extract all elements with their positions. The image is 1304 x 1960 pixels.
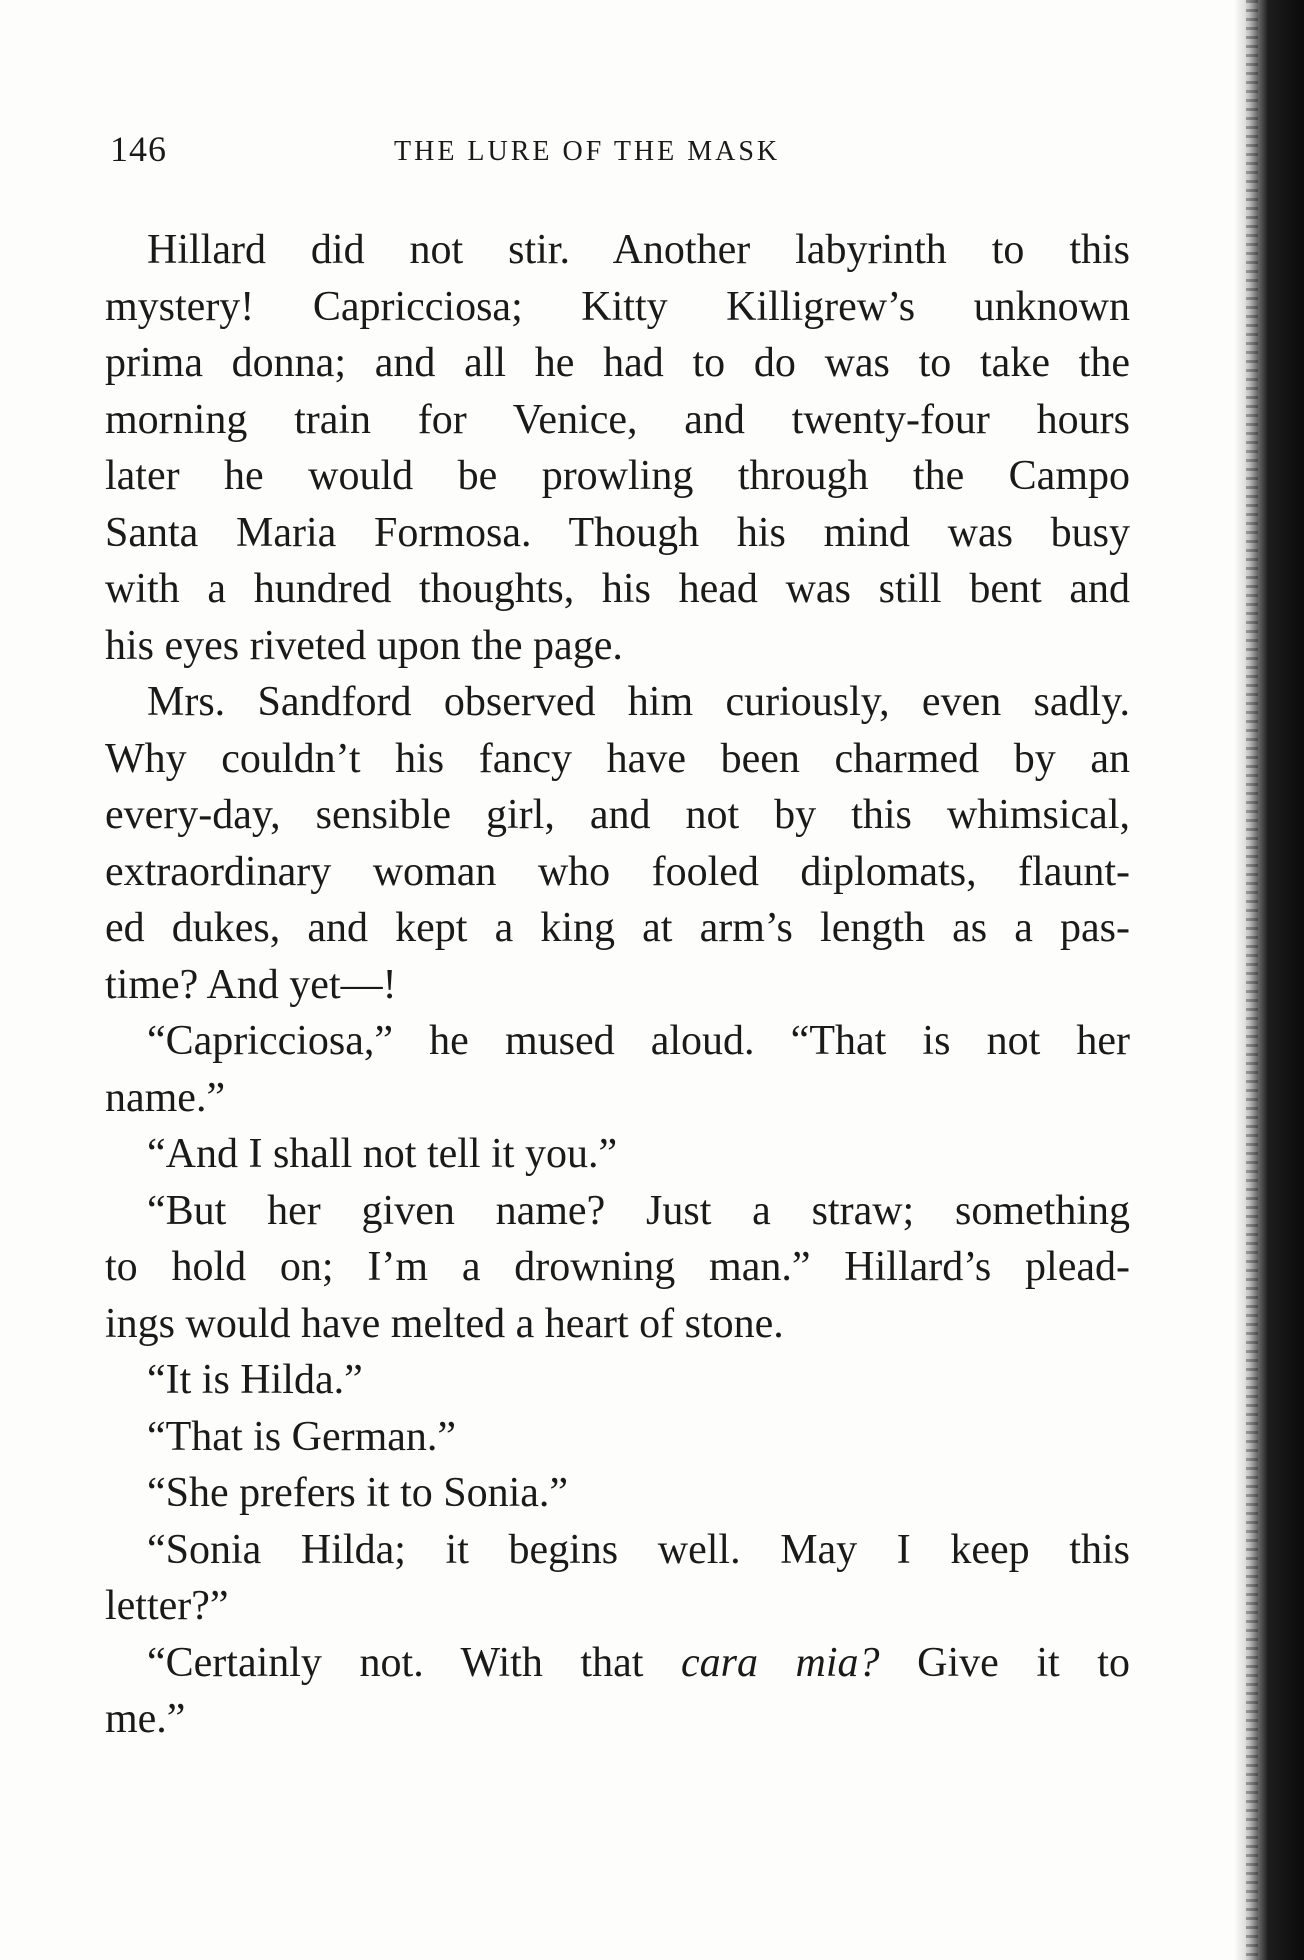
text-line: ings would have melted a heart of stone. xyxy=(105,1300,784,1347)
text-line: “It is Hilda.” xyxy=(147,1357,363,1403)
text-line: “And I shall not tell it you.” xyxy=(147,1131,618,1177)
text-line: morning train for Venice, and twenty-four hours xyxy=(105,396,1130,443)
text-line: extraordinary woman who fooled diplomats, flaunt- xyxy=(105,848,1130,895)
paragraph xyxy=(105,1522,1130,1635)
text-line: time? And yet—! xyxy=(105,961,397,1008)
text-line: Why couldn’t his fancy have been charmed by an xyxy=(105,735,1130,782)
paragraph xyxy=(105,1126,1130,1183)
text-line: “Sonia Hilda; it begins well. May I keep this xyxy=(147,1526,1130,1573)
body-text xyxy=(105,222,1130,1748)
running-title: THE LURE OF THE MASK xyxy=(394,136,781,167)
text-line: to hold on; I’m a drowning man.” Hillard’s plead- xyxy=(105,1244,1130,1290)
text-line: mystery! Capricciosa; Kitty Killigrew’s unknown xyxy=(105,283,1130,330)
paragraph xyxy=(105,1409,1130,1466)
text-line: every-day, sensible girl, and not by this whimsical, xyxy=(105,792,1130,838)
paragraph xyxy=(105,222,1130,674)
page-header xyxy=(110,128,890,180)
text-line: his eyes riveted upon the page. xyxy=(105,622,623,669)
binding-edge xyxy=(1234,0,1304,1960)
text-line: “But her given name? Just a straw; something xyxy=(147,1187,1130,1234)
text-line: prima donna; and all he had to do was to take the xyxy=(105,340,1130,386)
text-line: me.” xyxy=(105,1696,186,1742)
text-line: “Capricciosa,” he mused aloud. “That is not her xyxy=(147,1018,1130,1064)
text-run: Give it to xyxy=(879,1639,1130,1686)
page-number: 146 xyxy=(110,129,167,169)
text-line: with a hundred thoughts, his head was still bent and xyxy=(105,566,1130,612)
paragraph xyxy=(105,1183,1130,1353)
text-line: Hillard did not stir. Another labyrinth to this xyxy=(147,227,1130,273)
text-line: “That is German.” xyxy=(147,1413,457,1460)
paragraph xyxy=(105,1635,1130,1748)
italic-phrase: cara mia? xyxy=(680,1639,880,1686)
paragraph xyxy=(105,1352,1130,1409)
text-line: ed dukes, and kept a king at arm’s length as a pas- xyxy=(105,905,1130,951)
text-line: letter?” xyxy=(105,1583,229,1629)
paragraph xyxy=(105,1013,1130,1126)
paragraph xyxy=(105,1465,1130,1522)
scan-shadow xyxy=(1246,0,1258,1960)
text-line: later he would be prowling through the Campo xyxy=(105,453,1130,499)
text-line: name.” xyxy=(105,1074,226,1121)
text-run: “Certainly not. With that xyxy=(147,1639,681,1686)
text-line: Mrs. Sandford observed him curiously, even sadly. xyxy=(147,679,1130,725)
text-line: “She prefers it to Sonia.” xyxy=(147,1470,569,1516)
paragraph xyxy=(105,674,1130,1013)
text-line xyxy=(105,1635,1130,1692)
text-line: Santa Maria Formosa. Though his mind was busy xyxy=(105,509,1130,556)
